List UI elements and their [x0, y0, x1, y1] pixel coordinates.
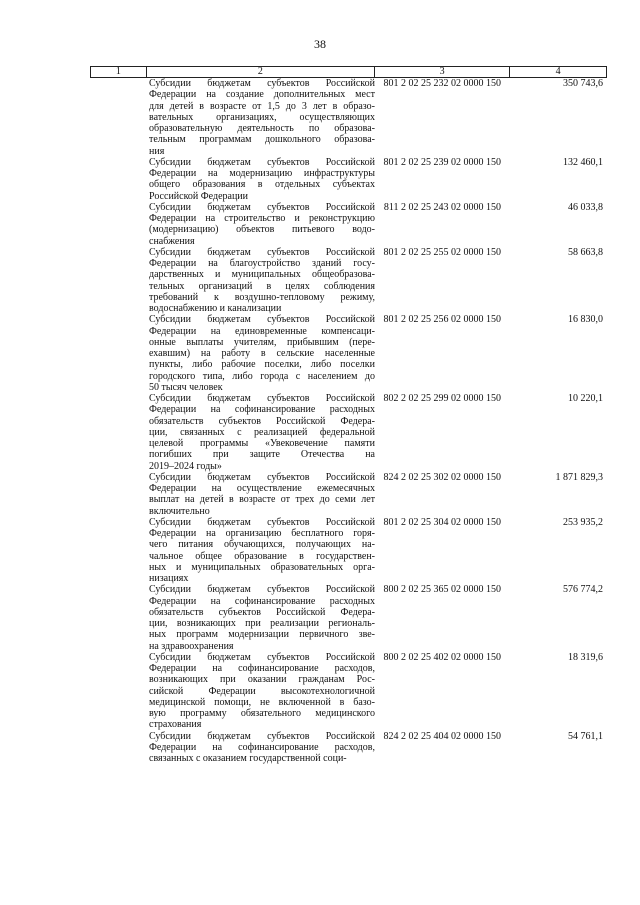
row-amount: 10 220,1 — [568, 393, 603, 404]
description-line: чего питания обучающихся, получающих на- — [149, 539, 375, 551]
description-line: снабжения — [149, 235, 195, 247]
description-line: образовательную деятельность по образова- — [149, 123, 375, 134]
row-budget-code: 824 2 02 25 302 02 0000 150 — [383, 471, 501, 483]
description-line: водоснабжению и канализации — [149, 303, 282, 314]
description-line: пункты, либо рабочие поселки, либо поселки — [149, 359, 375, 371]
row-amount: 54 761,1 — [568, 730, 603, 742]
column-header-3: 3 — [375, 67, 510, 77]
description-line: Федерации на создание дополнительных мест — [149, 89, 375, 101]
description-line: сийской Федерации высокотехнологичной — [149, 685, 375, 697]
description-line: ехавшим) на работу в сельские населенные — [149, 348, 375, 359]
table-row — [90, 314, 607, 393]
description-line: включительно — [149, 505, 210, 517]
description-line: Федерации на благоустройство зданий госу- — [149, 258, 375, 269]
description-line: обязательств субъектов Российской Федера- — [149, 606, 375, 618]
description-line: городского типа, либо города с населением до — [149, 370, 375, 382]
description-line: Федерации на осуществление ежемесячных — [149, 483, 375, 494]
description-line: Российской Федерации — [149, 190, 249, 202]
description-line: Федерации на модернизацию инфраструктуры — [149, 168, 375, 179]
row-budget-code: 800 2 02 25 365 02 0000 150 — [383, 584, 501, 596]
table-row — [90, 472, 607, 517]
row-budget-code: 802 2 02 25 299 02 0000 150 — [383, 393, 501, 404]
description-line: для детей в возрасте от 1,5 до 3 лет в образо- — [149, 100, 375, 112]
table-row — [90, 517, 607, 585]
row-budget-code: 801 2 02 25 256 02 0000 150 — [383, 314, 501, 326]
description-line: погибших при защите Отечества на — [149, 449, 375, 461]
table-row — [90, 247, 607, 315]
description-line: вую программу обязательного медицинского — [149, 708, 375, 719]
row-budget-code: 801 2 02 25 239 02 0000 150 — [383, 156, 501, 168]
description-line: вательных организациях, осуществляющих — [149, 111, 375, 123]
row-spacer — [90, 517, 146, 585]
row-amount: 16 830,0 — [568, 314, 603, 326]
description-line: низациях — [149, 573, 189, 584]
description-line: Субсидии бюджетам субъектов Российской — [149, 201, 375, 213]
description-line: 50 тысяч человек — [149, 381, 223, 393]
table-row — [90, 393, 607, 472]
row-amount: 1 871 829,3 — [555, 471, 603, 483]
description-line: Федерации на софинансирование расходов, — [149, 741, 375, 753]
row-budget-code: 801 2 02 25 232 02 0000 150 — [383, 78, 501, 89]
description-line: связанных с оказанием государственной соци- — [149, 753, 347, 764]
row-description — [146, 247, 375, 315]
row-spacer — [90, 731, 146, 765]
description-line: Субсидии бюджетам субъектов Российской — [149, 516, 375, 528]
description-line: тельных организаций в целях соблюдения — [149, 280, 375, 292]
description-line: обязательств субъектов Российской Федера- — [149, 415, 375, 427]
row-amount: 18 319,6 — [568, 651, 603, 663]
row-description — [146, 517, 375, 585]
description-line: Субсидии бюджетам субъектов Российской — [149, 471, 375, 483]
description-line: ных и муниципальных образовательных орга- — [149, 561, 375, 573]
row-budget-code: 801 2 02 25 304 02 0000 150 — [383, 516, 501, 528]
description-line: Федерации на строительство и реконструкцию — [149, 213, 375, 224]
description-line: Субсидии бюджетам субъектов Российской — [149, 584, 375, 596]
row-budget-code: 824 2 02 25 404 02 0000 150 — [383, 730, 501, 742]
description-line: медицинской помощи, не включенной в базо- — [149, 696, 375, 708]
table-body — [90, 78, 607, 764]
description-line: целевой программы «Увековечение памяти — [149, 438, 375, 449]
description-line: возникающих при оказании гражданам Рос- — [149, 674, 375, 686]
row-amount: 58 663,8 — [568, 246, 603, 258]
column-header-4: 4 — [555, 66, 561, 77]
table-row — [90, 584, 607, 652]
row-budget-code: 801 2 02 25 255 02 0000 150 — [383, 246, 501, 258]
description-line: требований к воздушно-тепловому режиму, — [149, 291, 375, 303]
description-line: общего образования в отдельных субъектах — [149, 179, 375, 191]
description-line: ных программ модернизации первичного зве- — [149, 629, 375, 641]
row-description — [146, 157, 375, 202]
row-description — [146, 78, 375, 157]
description-line: Федерации на софинансирование расходных — [149, 404, 375, 416]
description-line: выплат на детей в возрасте от трех до семи лет — [149, 494, 375, 506]
row-amount: 46 033,8 — [568, 201, 603, 213]
row-description — [146, 652, 375, 731]
row-spacer — [90, 314, 146, 393]
description-line: 2019–2024 годы» — [149, 460, 222, 472]
page-number: 38 — [314, 37, 326, 51]
description-line: страхования — [149, 719, 202, 731]
description-line: чальное общее образование в государствен- — [149, 550, 375, 562]
table-row — [90, 731, 607, 765]
row-amount: 350 743,6 — [563, 78, 603, 89]
row-description — [146, 314, 375, 393]
table-header-row — [90, 66, 607, 78]
description-line: ции, возникающих при реализации региональ- — [149, 618, 375, 629]
row-spacer — [90, 247, 146, 315]
row-spacer — [90, 584, 146, 652]
description-line: Федерации на организацию бесплатного горя- — [149, 528, 375, 539]
row-amount: 132 460,1 — [563, 156, 603, 168]
description-line: Субсидии бюджетам субъектов Российской — [149, 314, 375, 326]
table-row — [90, 157, 607, 202]
description-line: Субсидии бюджетам субъектов Российской — [149, 156, 375, 168]
description-line: на здравоохранения — [149, 640, 234, 652]
row-description — [146, 393, 375, 472]
description-line: (модернизацию) объектов питьевого водо- — [149, 224, 375, 236]
row-budget-code: 800 2 02 25 402 02 0000 150 — [383, 651, 501, 663]
row-spacer — [90, 472, 146, 517]
row-spacer — [90, 393, 146, 472]
description-line: Субсидии бюджетам субъектов Российской — [149, 78, 375, 89]
description-line: онные выплаты учителям, прибывшим (пере- — [149, 336, 375, 348]
description-line: Федерации на единовременные компенсаци- — [149, 325, 375, 337]
description-line: Субсидии бюджетам субъектов Российской — [149, 651, 375, 663]
table-row — [90, 202, 607, 247]
table-row — [90, 652, 607, 731]
description-line: ции, связанных с реализацией федеральной — [149, 426, 375, 438]
description-line: тельным программам дошкольного образова- — [149, 134, 375, 146]
row-spacer — [90, 202, 146, 247]
row-amount: 253 935,2 — [563, 516, 603, 528]
table-row — [90, 78, 607, 157]
description-line: Федерации на софинансирование расходных — [149, 595, 375, 607]
row-description — [146, 202, 375, 247]
column-header-2: 2 — [147, 67, 375, 77]
column-header-1: 1 — [91, 67, 147, 77]
row-budget-code: 811 2 02 25 243 02 0000 150 — [383, 201, 501, 213]
row-description — [146, 731, 375, 765]
budget-table — [90, 66, 607, 764]
description-line: Субсидии бюджетам субъектов Российской — [149, 730, 375, 742]
row-spacer — [90, 78, 146, 157]
row-amount: 576 774,2 — [563, 584, 603, 596]
description-line: Субсидии бюджетам субъектов Российской — [149, 393, 375, 404]
description-line: Федерации на софинансирование расходов, — [149, 663, 375, 674]
description-line: Субсидии бюджетам субъектов Российской — [149, 246, 375, 258]
description-line: дарственных и муниципальных общеобразова- — [149, 269, 375, 281]
description-line: ния — [149, 145, 165, 157]
row-spacer — [90, 652, 146, 731]
row-description — [146, 584, 375, 652]
row-spacer — [90, 157, 146, 202]
row-description — [146, 472, 375, 517]
